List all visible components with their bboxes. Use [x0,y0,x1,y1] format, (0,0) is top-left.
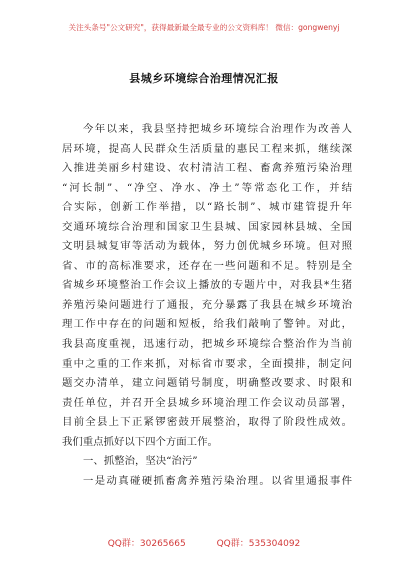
body-line: 责任单位，并召开全县城乡环境治理工作会议动员部署， [62,396,352,409]
body-line: 理工作中存在的问题和短板，给我们敲响了警钟。对此， [62,318,352,331]
body-line: 我县高度重视，迅速行动，把城乡环境综合整治作为当前 [62,338,352,351]
footer-qq-group-2: QQ群：535304092 [216,539,301,549]
body-line: 合实际，创新工作举措，以“路长制”、城市建管提升年 [62,201,352,214]
body-line: 省、市的高标准要求，还存在一些问题和不足。特别是全 [62,259,352,272]
header-banner: 关注头条号"公文研究"，获得最新最全最专业的公文资料库！ 微信：gongwenyj [68,23,340,32]
body-line: 交通环境综合治理和国家卫生县城、国家园林县城、全国 [62,220,352,233]
body-line: 今年以来，我县坚持把城乡环境综合治理作为改善人 [83,123,352,135]
body-line: 题交办清单，建立问题销号制度，明确整改要求、时限和 [62,377,352,390]
body-line: 养殖污染问题进行了通报，充分暴露了我县在城乡环境治 [62,298,352,311]
body-line: 居环境，提高人民群众生活质量的惠民工程来抓，继续深 [62,142,352,155]
body-line: 重中之重的工作来抓，对标省市要求，全面摸排，制定问 [62,357,352,370]
body-line: “河长制”、“净空、净水、净土”等常态化工作，并结 [62,181,352,194]
body-line: 入推进美丽乡村建设、农村清洁工程、畜禽养殖污染治理 [62,162,352,175]
footer-contact [0,536,408,549]
body-line: 省城乡环境整治工作会议上播放的专题片中，对我县*生猪 [62,279,352,292]
document-title: 县城乡环境综合治理情况汇报 [129,72,279,85]
body-line: 目前全县上下正紧锣密鼓开展整治，取得了阶段性成效。 [62,416,352,429]
document-body [62,120,352,491]
body-line: 一、抓整治，坚决“治污” [83,455,198,468]
footer-qq-group-1: QQ群：30265665 [107,539,186,549]
body-line: 一是动真碰硬抓畜禽养殖污染治理。以省里通报事件 [83,474,352,487]
body-line: 我们重点抓好以下四个方面工作。 [62,435,218,448]
body-line: 文明县城复审等活动为载体，努力创优城乡环境。但对照 [62,240,352,253]
